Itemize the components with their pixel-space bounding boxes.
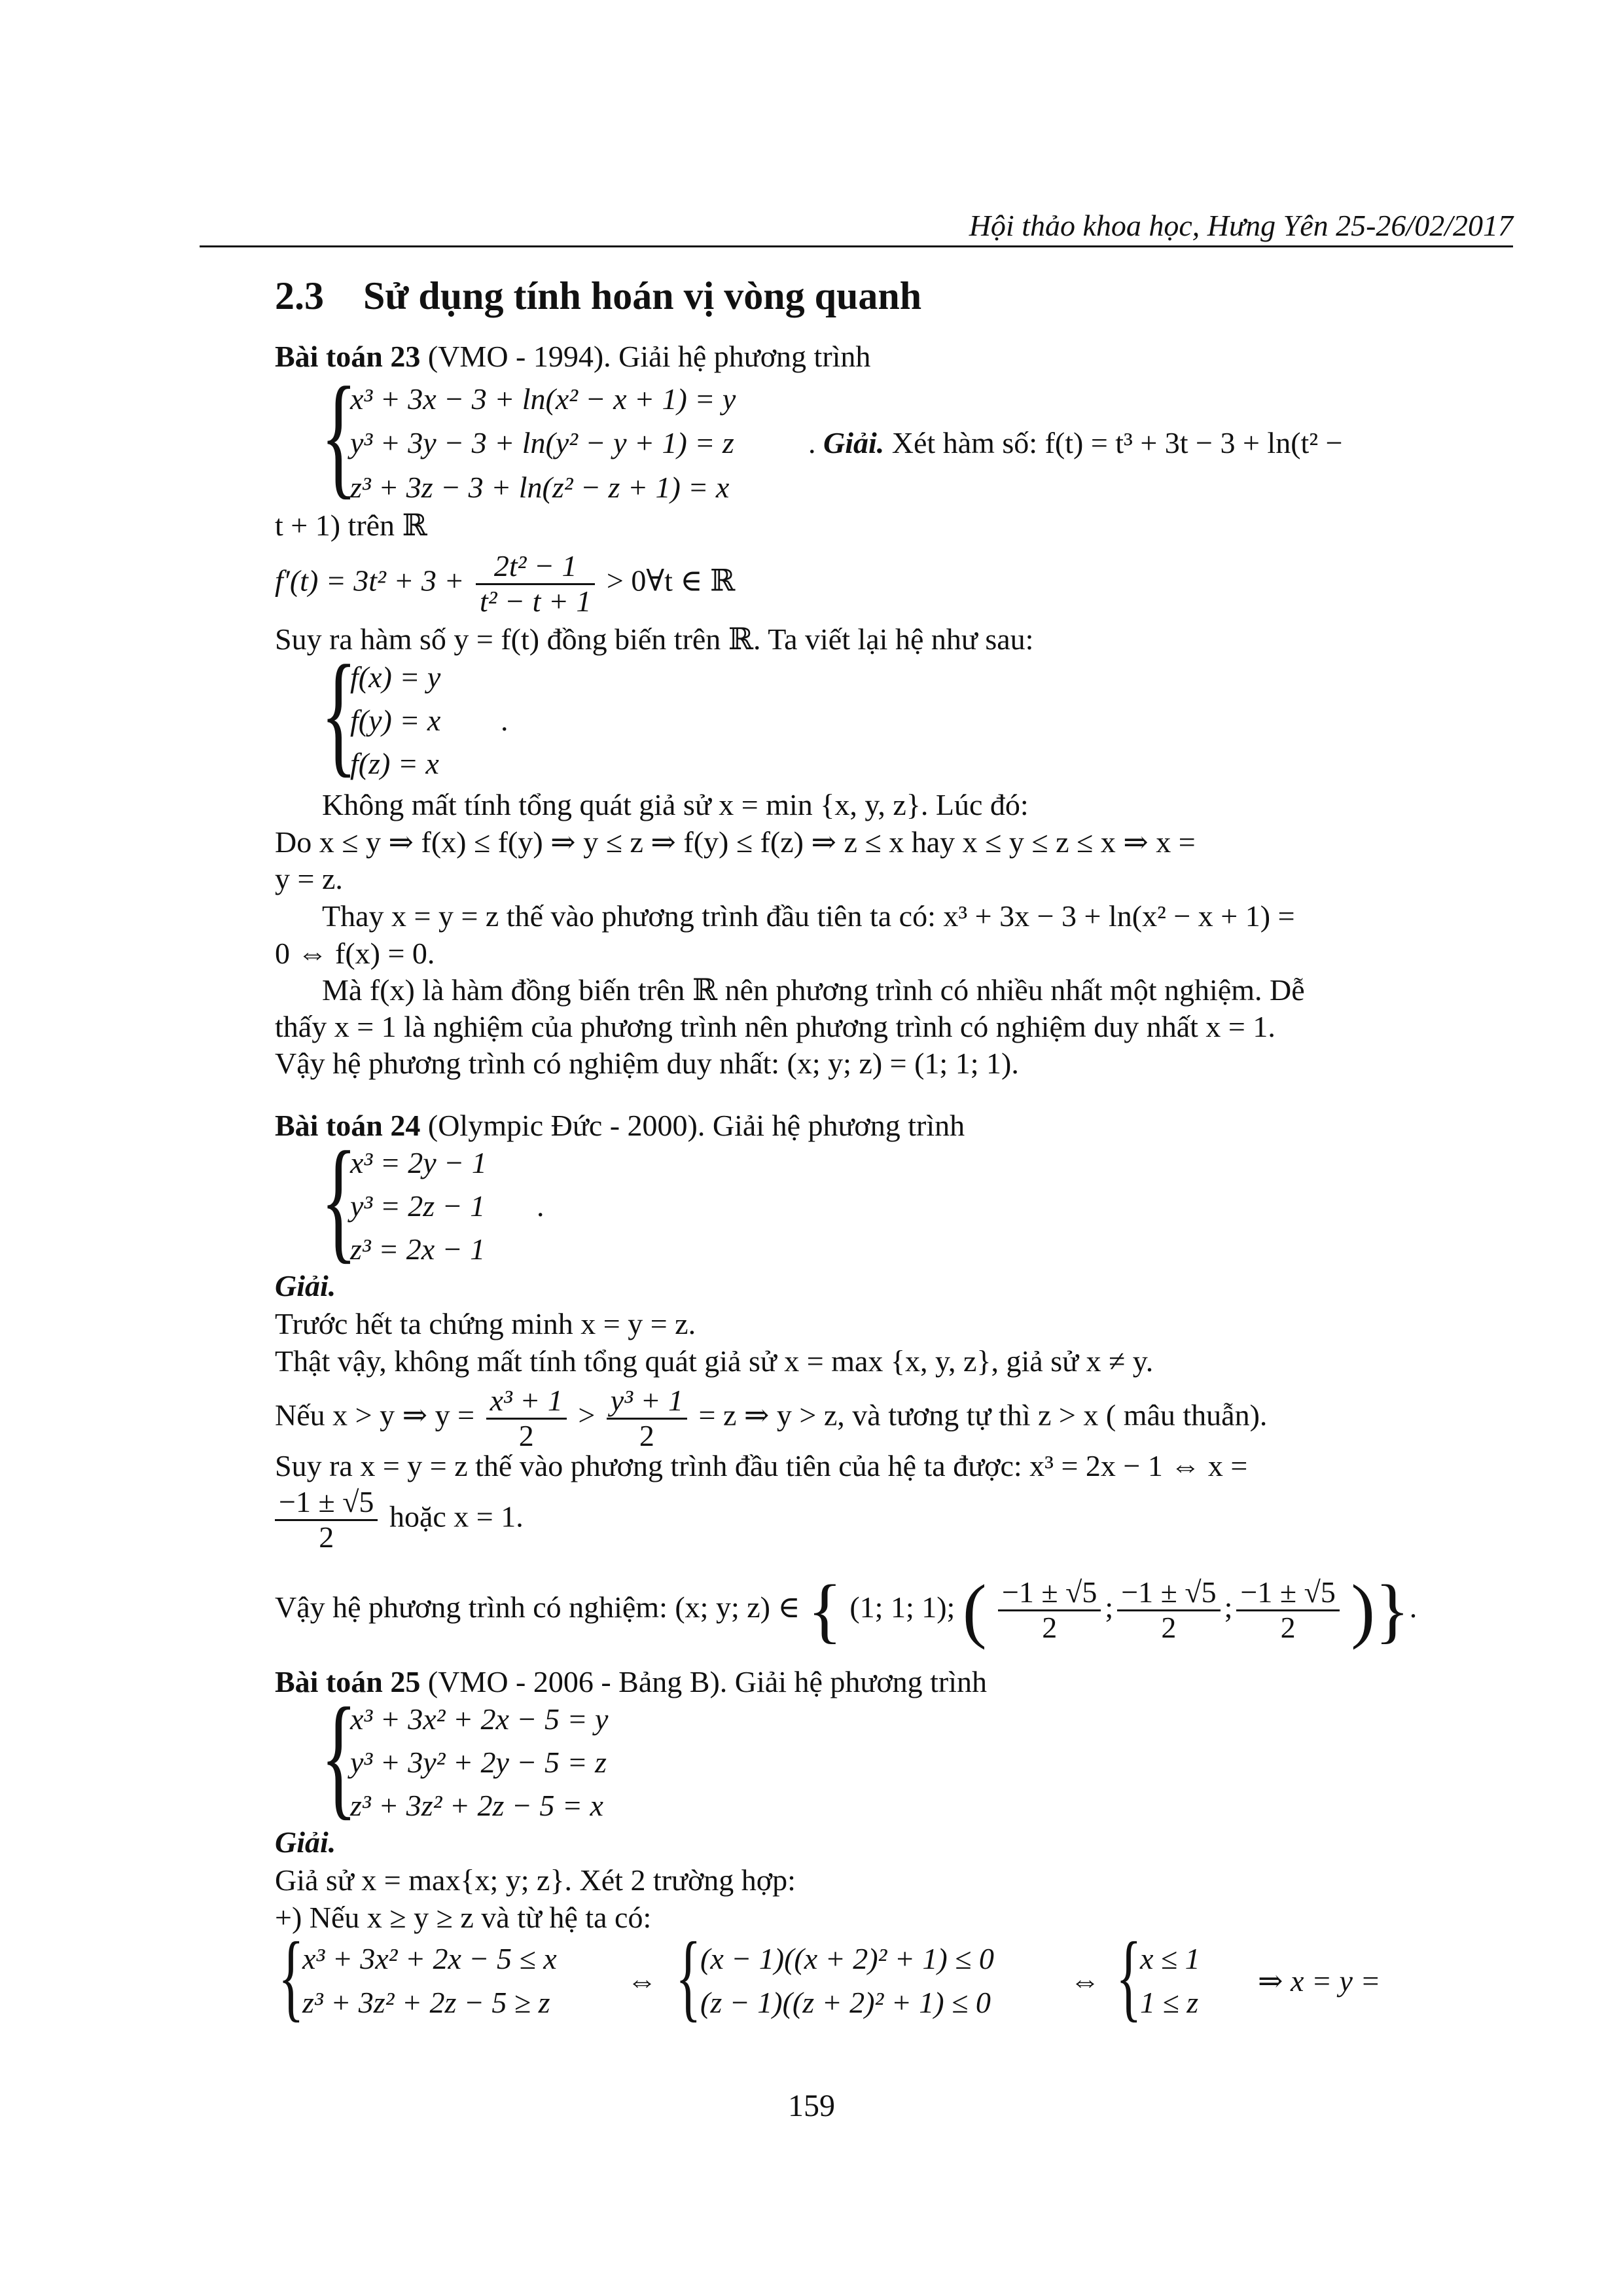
problem23-sys-dot: .	[501, 704, 508, 737]
problem23-root-line: thấy x = 1 là nghiệm của phương trình nên phương trình có nghiệm duy nhất x = 1.	[275, 1010, 1275, 1043]
problem23-substitute-line: Thay x = y = z thế vào phương trình đầu tiên ta có: x³ + 3x − 3 + ln(x² − x + 1) =	[322, 899, 1295, 933]
problem25-eq1: x³ + 3x² + 2x − 5 = y	[350, 1702, 609, 1736]
conclusion-left: Vậy hệ phương trình có nghiệm: (x; y; z) ∈	[275, 1590, 800, 1624]
problem24-task: Giải hệ phương trình	[712, 1109, 965, 1142]
if-numerator-2: y³ + 1	[607, 1384, 687, 1420]
case1-tail: ⇒ x = y =	[1258, 1964, 1381, 1998]
case1-ineq2: z³ + 3z² + 2z − 5 ≥ z	[302, 1986, 550, 2019]
root-numerator: −1 ± √5	[275, 1486, 378, 1521]
if-fraction-2	[607, 1384, 687, 1452]
if-left: Nếu x > y ⇒ y =	[275, 1398, 475, 1432]
root-denominator: 2	[319, 1520, 334, 1554]
case1-brace-2: {	[675, 1922, 702, 2031]
problem23-sys-f3: f(z) = x	[350, 747, 439, 780]
problem24-system-brace: {	[321, 1124, 357, 1276]
conclusion-fraction-3	[1236, 1576, 1339, 1644]
case1-factor1: (x − 1)((x + 2)² + 1) ≤ 0	[700, 1942, 994, 1975]
case1-factor2: (z − 1)((z + 2)² + 1) ≤ 0	[700, 1986, 991, 2019]
page-number: 159	[788, 2089, 835, 2123]
conclusion-open-paren: (	[962, 1570, 987, 1650]
problem24-indeed-line: Thật vậy, không mất tính tổng quát giả sử x = max {x, y, z}, giả sử x ≠ y.	[275, 1344, 1154, 1378]
derivative-left: f′(t) = 3t² + 3 +	[275, 564, 465, 598]
conclusion-fraction-1	[998, 1576, 1101, 1644]
problem25-case1-line: +) Nếu x ≥ y ≥ z và từ hệ ta có:	[275, 1901, 652, 1934]
problem25-assume-line: Giả sử x = max{x; y; z}. Xét 2 trường hợp:	[275, 1863, 796, 1897]
problem24-eq1: x³ = 2y − 1	[350, 1146, 487, 1179]
problem24-source: (Olympic Đức - 2000).	[427, 1109, 705, 1142]
conclusion-sep-2: ;	[1224, 1590, 1233, 1624]
derivative-denominator: t² − t + 1	[479, 584, 592, 618]
derivative-fraction	[476, 550, 595, 618]
problem23-task: Giải hệ phương trình	[618, 340, 871, 373]
problem23-eq1: x³ + 3x − 3 + ln(x² − x + 1) = y	[350, 382, 736, 416]
section-title: Sử dụng tính hoán vị vòng quanh	[363, 274, 922, 317]
problem24-conclusion	[275, 1571, 1417, 1650]
problem23-substitute-line-cont: 0 ⇔ f(x) = 0.	[275, 937, 435, 970]
root-fraction	[275, 1486, 378, 1554]
problem23-chain-line-cont: y = z.	[275, 862, 343, 895]
problem23-monotone-line: Suy ra hàm số y = f(t) đồng biến trên ℝ. Ta viết lại hệ như sau:	[275, 622, 1034, 656]
problem23-label: Bài toán 23	[275, 340, 421, 373]
problem24-statement	[275, 1109, 965, 1143]
problem23-rewritten-brace: {	[321, 637, 357, 789]
problem23-conclusion: Vậy hệ phương trình có nghiệm duy nhất: (x; y; z) = (1; 1; 1).	[275, 1047, 1019, 1080]
problem25-task: Giải hệ phương trình	[734, 1665, 988, 1698]
problem23-system-brace: {	[321, 359, 357, 511]
conclusion-end: .	[1409, 1590, 1418, 1624]
case1-brace-3: {	[1116, 1922, 1142, 2031]
problem25-label: Bài toán 25	[275, 1665, 421, 1698]
problem24-sys-dot: .	[537, 1189, 544, 1223]
case1-ineq1: x³ + 3x² + 2x − 5 ≤ x	[302, 1942, 557, 1975]
problem23-eq2: y³ + 3y − 3 + ln(y² − y + 1) = z	[350, 426, 734, 459]
problem23-monotone-root-line: Mà f(x) là hàm đồng biến trên ℝ nên phương trình có nhiều nhất một nghiệm. Dễ	[322, 973, 1305, 1007]
problem24-eq3: z³ = 2x − 1	[350, 1232, 486, 1266]
section-heading	[275, 274, 921, 319]
problem25-eq2: y³ + 3y² + 2y − 5 = z	[350, 1746, 607, 1779]
if-denominator-2: 2	[639, 1418, 654, 1452]
header-rule	[200, 245, 1513, 247]
running-header: Hội thảo khoa học, Hưng Yên 25-26/02/2017	[969, 209, 1513, 242]
conclusion-close-paren: )	[1351, 1570, 1375, 1650]
conclusion-open-brace: {	[808, 1570, 842, 1650]
problem25-source: (VMO - 2006 - Bảng B).	[427, 1665, 728, 1698]
if-numerator-1: x³ + 1	[486, 1384, 567, 1420]
case1-result1: x ≤ 1	[1140, 1942, 1200, 1975]
problem23-chain-line: Do x ≤ y ⇒ f(x) ≤ f(y) ⇒ y ≤ z ⇒ f(y) ≤ f(z) ⇒ z ≤ x hay x ≤ y ≤ z ≤ x ⇒ x =	[275, 825, 1196, 859]
problem24-substitute-line: Suy ra x = y = z thế vào phương trình đầu tiên của hệ ta được: x³ = 2x − 1 ⇔ x =	[275, 1449, 1248, 1482]
conclusion-denominator-3: 2	[1280, 1611, 1296, 1644]
case1-result2: 1 ≤ z	[1140, 1986, 1199, 2019]
if-fraction-1	[486, 1384, 567, 1452]
problem23-function-def: Xét hàm số: f(t) = t³ + 3t − 3 + ln(t² −	[891, 426, 1343, 459]
problem25-system-brace: {	[321, 1680, 357, 1832]
problem25-solution-label: Giải.	[275, 1825, 336, 1859]
problem23-eq3: z³ + 3z − 3 + ln(z² − z + 1) = x	[350, 471, 730, 504]
if-right: = z ⇒ y > z, và tương tự thì z > x ( mâu thuẫn).	[698, 1398, 1268, 1432]
problem23-function-def-cont: t + 1) trên ℝ	[275, 509, 427, 542]
conclusion-denominator-2: 2	[1161, 1611, 1177, 1644]
problem23-sys-f2: f(y) = x	[350, 704, 441, 737]
section-number: 2.3	[275, 274, 324, 317]
derivative-numerator: 2t² − 1	[476, 550, 595, 585]
conclusion-close-brace: }	[1374, 1570, 1410, 1650]
problem23-source: (VMO - 1994).	[427, 340, 611, 373]
case1-iff-2: ⇔	[1070, 1964, 1100, 1998]
problem25-eq3: z³ + 3z² + 2z − 5 = x	[350, 1789, 603, 1822]
problem24-solution-label: Giải.	[275, 1269, 336, 1302]
problem24-label: Bài toán 24	[275, 1109, 421, 1142]
problem23-solution-label: Giải.	[823, 426, 885, 459]
problem24-first-line: Trước hết ta chứng minh x = y = z.	[275, 1307, 696, 1340]
if-denominator-1: 2	[518, 1418, 534, 1452]
roots-tail: hoặc x = 1.	[389, 1499, 524, 1534]
conclusion-numerator-2: −1 ± √5	[1117, 1576, 1220, 1611]
case1-iff-1: ⇔	[627, 1964, 657, 1998]
problem24-if-line	[275, 1384, 1267, 1452]
case1-brace-1: {	[278, 1922, 304, 2031]
problem24-roots-line	[275, 1486, 524, 1554]
problem25-statement	[275, 1666, 987, 1699]
problem23-derivative	[275, 550, 735, 618]
conclusion-fraction-2	[1117, 1576, 1220, 1644]
conclusion-sep-1: ;	[1105, 1590, 1114, 1624]
problem23-statement	[275, 340, 870, 374]
conclusion-numerator-3: −1 ± √5	[1236, 1576, 1339, 1611]
problem24-eq2: y³ = 2z − 1	[350, 1189, 486, 1223]
conclusion-numerator-1: −1 ± √5	[998, 1576, 1101, 1611]
problem23-sys-f1: f(x) = y	[350, 660, 441, 694]
problem23-solution-intro: . Giải. Xét hàm số: f(t) = t³ + 3t − 3 + ln(t² −	[808, 426, 1343, 459]
problem23-wlog-line: Không mất tính tổng quát giả sử x = min {x, y, z}. Lúc đó:	[322, 788, 1029, 821]
if-gt: >	[578, 1398, 596, 1432]
conclusion-first-solution: (1; 1; 1);	[849, 1590, 955, 1624]
conclusion-denominator-1: 2	[1042, 1611, 1058, 1644]
derivative-right: > 0∀t ∈ ℝ	[606, 564, 736, 598]
